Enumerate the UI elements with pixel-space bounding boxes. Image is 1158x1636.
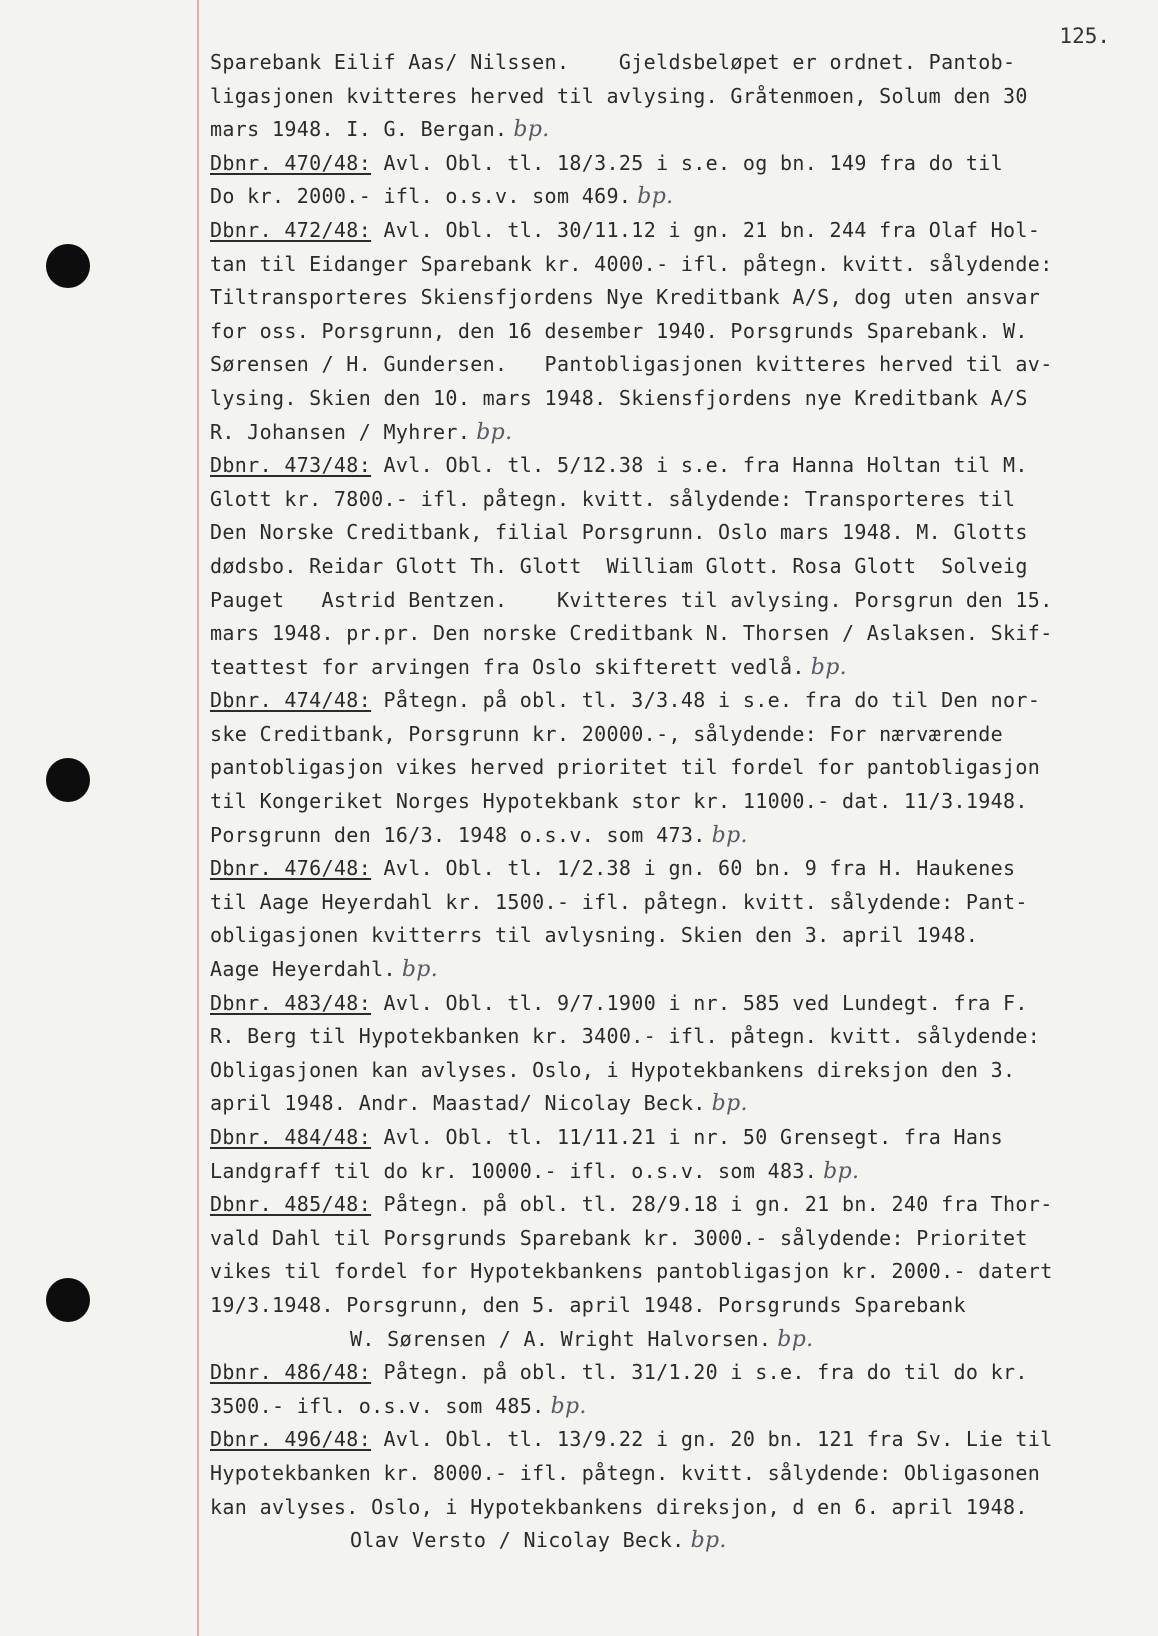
text-line (210, 1491, 1140, 1525)
text-line (210, 80, 1140, 114)
entry-text: 3500.- ifl. o.s.v. som 485. (210, 1393, 545, 1418)
text-line (210, 483, 1140, 517)
entry-text: Avl. Obl. tl. 13/9.22 i gn. 20 bn. 121 fra Sv. Lie til (371, 1427, 1053, 1452)
handwritten-initials: bp. (711, 1091, 748, 1117)
text-line (210, 1020, 1140, 1054)
entry-text: Påtegn. på obl. tl. 28/9.18 i gn. 21 bn. 240 fra Thor- (371, 1192, 1053, 1217)
text-line (210, 1356, 1140, 1390)
text-line (210, 987, 1140, 1021)
entry-text: april 1948. Andr. Maastad/ Nicolay Beck. (210, 1091, 706, 1116)
entry-text: Olav Versto / Nicolay Beck. (350, 1528, 685, 1553)
entry-text: til Kongeriket Norges Hypotekbank stor kr. 11000.- dat. 11/3.1948. (210, 789, 1028, 814)
text-line (210, 584, 1140, 618)
text-line (210, 550, 1140, 584)
entry-text: til Aage Heyerdahl kr. 1500.- ifl. påtegn. kvitt. sålydende: Pant- (210, 889, 1028, 914)
entry-text: Påtegn. på obl. tl. 31/1.20 i s.e. fra do til do kr. (371, 1360, 1028, 1385)
handwritten-initials: bp. (810, 654, 847, 680)
text-line (210, 819, 1140, 853)
handwritten-initials: bp. (476, 419, 513, 445)
entry-text: R. Johansen / Myhrer. (210, 419, 471, 444)
entry-number: Dbnr. 476/48: (210, 856, 372, 881)
entry-text: Glott kr. 7800.- ifl. påtegn. kvitt. sålydende: Transporteres til (210, 486, 1016, 511)
text-line (210, 1289, 1140, 1323)
entry-text: obligasjonen kvitterrs til avlysning. Skien den 3. april 1948. (210, 923, 979, 948)
entry-text: lysing. Skien den 10. mars 1948. Skiensfjordens nye Kreditbank A/S (210, 385, 1028, 410)
entry-text: Pauget Astrid Bentzen. Kvitteres til avlysing. Porsgrun den 15. (210, 587, 1053, 612)
text-body (210, 46, 1140, 1558)
entry-text: Aage Heyerdahl. (210, 957, 396, 982)
text-line (210, 1155, 1140, 1189)
text-line (210, 718, 1140, 752)
entry-text: kan avlyses. Oslo, i Hypotekbankens direksjon, d en 6. april 1948. (210, 1494, 1028, 1519)
entry-text: R. Berg til Hypotekbanken kr. 3400.- ifl. påtegn. kvitt. sålydende: (210, 1024, 1041, 1049)
entry-text: Avl. Obl. tl. 1/2.38 i gn. 60 bn. 9 fra H. Haukenes (371, 856, 1016, 881)
page-number: 125. (1059, 24, 1110, 48)
entry-text: ske Creditbank, Porsgrunn kr. 20000.-, sålydende: For nærværende (210, 721, 1004, 746)
entry-text: mars 1948. pr.pr. Den norske Creditbank N. Thorsen / Aslaksen. Skif- (210, 621, 1053, 646)
entry-text: Sparebank Eilif Aas/ Nilssen. Gjeldsbeløpet er ordnet. Pantob- (210, 50, 1016, 74)
margin-rule (197, 0, 199, 1636)
entry-text: Landgraff til do kr. 10000.- ifl. o.s.v. som 483. (210, 1158, 818, 1183)
entry-text: W. Sørensen / A. Wright Halvorsen. (350, 1326, 772, 1351)
punch-hole (46, 1278, 90, 1322)
entry-text: Do kr. 2000.- ifl. o.s.v. som 469. (210, 184, 632, 209)
text-line (210, 180, 1140, 214)
entry-text: mars 1948. I. G. Bergan. (210, 117, 508, 142)
handwritten-initials: bp. (401, 957, 439, 983)
text-line (210, 516, 1140, 550)
entry-text: Porsgrunn den 16/3. 1948 o.s.v. som 473. (210, 822, 706, 847)
text-line (210, 449, 1140, 483)
handwritten-initials: bp. (690, 1528, 727, 1554)
text-line (210, 953, 1140, 987)
text-line (210, 751, 1140, 785)
entry-text: vikes til fordel for Hypotekbankens pantobligasjon kr. 2000.- datert (210, 1259, 1053, 1284)
text-line (210, 617, 1140, 651)
entry-text: tan til Eidanger Sparebank kr. 4000.- ifl. påtegn. kvitt. sålydende: (210, 251, 1053, 276)
text-line (210, 1087, 1140, 1121)
text-line (210, 281, 1140, 315)
text-line (210, 46, 1140, 80)
entry-text: teattest for arvingen fra Oslo skifterett vedlå. (210, 654, 805, 679)
text-line (210, 1323, 1140, 1357)
handwritten-initials: bp. (711, 822, 748, 848)
text-line (210, 919, 1140, 953)
entry-text: pantobligasjon vikes herved prioritet til fordel for pantobligasjon (210, 755, 1041, 780)
entry-text: for oss. Porsgrunn, den 16 desember 1940. Porsgrunds Sparebank. W. (210, 318, 1028, 343)
entry-text: Avl. Obl. tl. 9/7.1900 i nr. 585 ved Lundegt. fra F. (371, 990, 1028, 1015)
text-line (210, 1423, 1140, 1457)
entry-text: Tiltransporteres Skiensfjordens Nye Kreditbank A/S, dog uten ansvar (210, 285, 1041, 310)
text-line (210, 1121, 1140, 1155)
text-line (210, 214, 1140, 248)
handwritten-initials: bp. (823, 1158, 860, 1184)
text-line (210, 651, 1140, 685)
entry-text: 19/3.1948. Porsgrunn, den 5. april 1948. Porsgrunds Sparebank (210, 1292, 966, 1317)
entry-text: Avl. Obl. tl. 5/12.38 i s.e. fra Hanna Holtan til M. (371, 453, 1028, 478)
text-line (210, 1255, 1140, 1289)
entry-number: Dbnr. 485/48: (210, 1192, 372, 1217)
text-line (210, 1457, 1140, 1491)
text-line (210, 785, 1140, 819)
entry-number: Dbnr. 484/48: (210, 1125, 372, 1149)
text-line (210, 416, 1140, 450)
entry-text: Den Norske Creditbank, filial Porsgrunn. Oslo mars 1948. M. Glotts (210, 520, 1028, 545)
text-line (210, 1188, 1140, 1222)
entry-text: ligasjonen kvitteres herved til avlysing. Gråtenmoen, Solum den 30 (210, 83, 1028, 108)
entry-text: Avl. Obl. tl. 11/11.21 i nr. 50 Grensegt. fra Hans (371, 1125, 1004, 1149)
entry-number: Dbnr. 486/48: (210, 1360, 372, 1385)
text-line (210, 348, 1140, 382)
entry-number: Dbnr. 496/48: (210, 1427, 372, 1452)
text-line (210, 852, 1140, 886)
handwritten-initials: bp. (513, 117, 550, 143)
entry-text: Avl. Obl. tl. 18/3.25 i s.e. og bn. 149 fra do til (371, 150, 1004, 175)
entry-text: Sørensen / H. Gundersen. Pantobligasjonen kvitteres herved til av- (210, 352, 1053, 377)
entry-text: dødsbo. Reidar Glott Th. Glott William Glott. Rosa Glott Solveig (210, 553, 1028, 578)
text-line (210, 382, 1140, 416)
handwritten-initials: bp. (637, 184, 674, 210)
punch-hole (46, 758, 90, 802)
text-line (210, 147, 1140, 181)
entry-text: Avl. Obl. tl. 30/11.12 i gn. 21 bn. 244 fra Olaf Hol- (371, 217, 1041, 242)
text-line (210, 1222, 1140, 1256)
entry-number: Dbnr. 470/48: (210, 150, 372, 175)
entry-text: Obligasjonen kan avlyses. Oslo, i Hypotekbankens direksjon den 3. (210, 1057, 1016, 1082)
text-line (210, 1524, 1140, 1558)
text-line (210, 684, 1140, 718)
entry-text: Påtegn. på obl. tl. 3/3.48 i s.e. fra do til Den nor- (371, 688, 1041, 713)
punch-hole (46, 244, 90, 288)
entry-text: Hypotekbanken kr. 8000.- ifl. påtegn. kvitt. sålydende: Obligasonen (210, 1460, 1041, 1485)
entry-number: Dbnr. 472/48: (210, 217, 372, 242)
entry-number: Dbnr. 474/48: (210, 688, 372, 713)
handwritten-initials: bp. (550, 1393, 587, 1419)
text-line (210, 1054, 1140, 1088)
text-line (210, 315, 1140, 349)
entry-number: Dbnr. 483/48: (210, 990, 372, 1015)
text-line (210, 1390, 1140, 1424)
entry-text: vald Dahl til Porsgrunds Sparebank kr. 3000.- sålydende: Prioritet (210, 1225, 1028, 1250)
handwritten-initials: bp. (777, 1326, 814, 1352)
entry-number: Dbnr. 473/48: (210, 453, 372, 478)
text-line (210, 248, 1140, 282)
text-line (210, 113, 1140, 147)
text-line (210, 886, 1140, 920)
